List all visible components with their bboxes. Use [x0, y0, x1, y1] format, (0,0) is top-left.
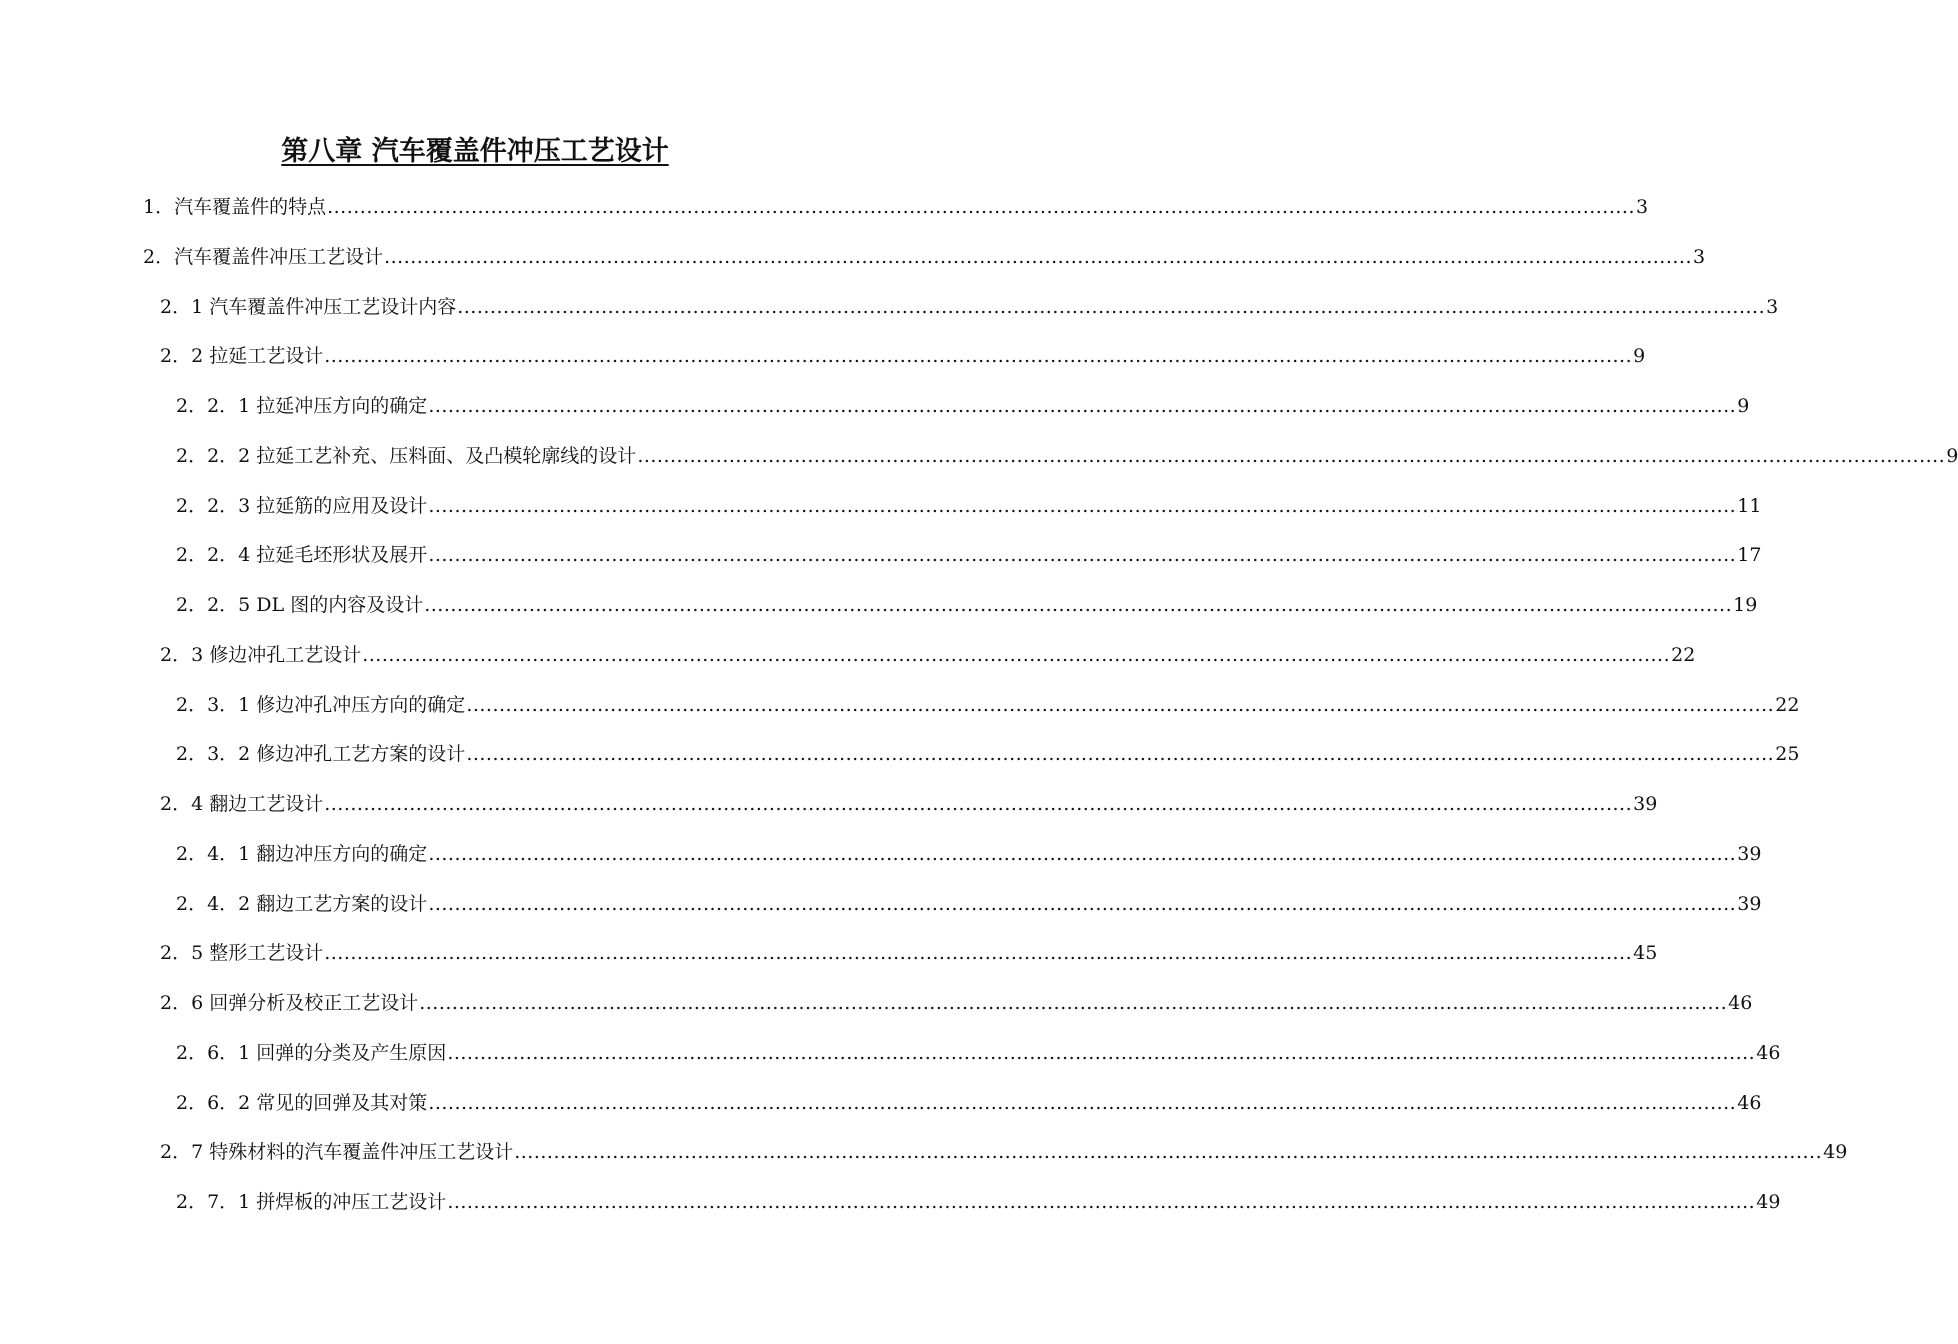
toc-entry-page-number: 45: [1633, 942, 1658, 965]
toc-entry[interactable]: [0, 727, 1800, 767]
toc-entry[interactable]: [0, 230, 1706, 270]
toc-entry-label: 2．2．5 DL 图的内容及设计: [176, 594, 424, 616]
toc-entry[interactable]: [0, 180, 1649, 220]
toc-dot-leader: ........................................................................................................................................................................................................: [419, 992, 1728, 1014]
toc-entry-label: 2．5 整形工艺设计: [160, 942, 324, 965]
toc-dot-leader: ........................................................................................................................................................................................................: [428, 892, 1737, 915]
toc-entry[interactable]: [0, 976, 1753, 1016]
toc-entry-label: 2．6．1 回弹的分类及产生原因: [176, 1041, 447, 1064]
toc-entry-page-number: 9: [1633, 345, 1646, 368]
toc-entry[interactable]: [0, 578, 1758, 618]
toc-dot-leader: ........................................................................................................................................................................................................: [457, 295, 1766, 318]
toc-entry[interactable]: [0, 329, 1646, 369]
toc-entry-label: 2．2．4 拉延毛坯形状及展开: [176, 544, 428, 567]
toc-entry-page-number: 39: [1737, 892, 1762, 915]
toc-entry[interactable]: [0, 379, 1750, 419]
toc-entry-page-number: 3: [1766, 295, 1779, 318]
toc-entry-page-number: 22: [1671, 643, 1696, 666]
toc-entry-page-number: 22: [1775, 693, 1800, 716]
toc-entry[interactable]: [0, 1125, 1848, 1165]
toc-dot-leader: ........................................................................................................................................................................................................: [428, 395, 1737, 417]
toc-entry[interactable]: [0, 479, 1762, 519]
toc-entry-page-number: 39: [1737, 842, 1762, 865]
toc-entry-label: 2．7 特殊材料的汽车覆盖件冲压工艺设计: [160, 1141, 514, 1164]
chapter-title: [0, 132, 950, 172]
toc-entry-page-number: 46: [1737, 1091, 1762, 1114]
toc-dot-leader: ........................................................................................................................................................................................................: [428, 494, 1737, 517]
toc-entry-page-number: 25: [1775, 743, 1800, 766]
toc-entry-page-number: 49: [1756, 1191, 1781, 1213]
toc-entry[interactable]: [0, 528, 1762, 568]
toc-entry[interactable]: [0, 777, 1658, 817]
toc-dot-leader: ........................................................................................................................................................................................................: [324, 942, 1633, 965]
toc-dot-leader: ........................................................................................................................................................................................................: [428, 544, 1737, 567]
toc-entry-page-number: 3: [1636, 196, 1649, 218]
toc-entry[interactable]: [0, 678, 1800, 718]
toc-entry-page-number: 11: [1737, 494, 1762, 517]
toc-entry-label: 2．2 拉延工艺设计: [160, 345, 324, 368]
toc-dot-leader: ........................................................................................................................................................................................................: [428, 1091, 1737, 1114]
toc-entry-page-number: 9: [1946, 444, 1958, 467]
toc-entry-page-number: 49: [1823, 1141, 1848, 1164]
toc-entry-label: 2．汽车覆盖件冲压工艺设计: [143, 245, 384, 268]
toc-dot-leader: ........................................................................................................................................................................................................: [637, 444, 1946, 467]
toc-dot-leader: ........................................................................................................................................................................................................: [447, 1041, 1756, 1064]
toc-entry-label: 2．1 汽车覆盖件冲压工艺设计内容: [160, 295, 457, 318]
toc-entry-label: 2．3 修边冲孔工艺设计: [160, 643, 362, 666]
toc-entry-label: 2．7．1 拼焊板的冲压工艺设计: [176, 1191, 447, 1213]
toc-dot-leader: ........................................................................................................................................................................................................: [324, 345, 1633, 368]
toc-dot-leader: ........................................................................................................................................................................................................: [324, 793, 1633, 815]
toc-dot-leader: ........................................................................................................................................................................................................: [327, 196, 1636, 218]
toc-entry-label: 1．汽车覆盖件的特点: [143, 196, 327, 218]
toc-entry[interactable]: [0, 1076, 1762, 1116]
toc-entry-label: 2．6 回弹分析及校正工艺设计: [160, 992, 419, 1014]
toc-entry[interactable]: [0, 926, 1658, 966]
toc-entry-label: 2．4．2 翻边工艺方案的设计: [176, 892, 428, 915]
toc-entry-page-number: 17: [1737, 544, 1762, 567]
toc-entry-page-number: 19: [1733, 594, 1758, 616]
toc-entry[interactable]: [0, 1026, 1781, 1066]
toc-dot-leader: ........................................................................................................................................................................................................: [466, 743, 1775, 766]
toc-entry-label: 2．3．1 修边冲孔冲压方向的确定: [176, 693, 466, 716]
toc-entry-label: 2．2．1 拉延冲压方向的确定: [176, 395, 428, 417]
toc-entry-page-number: 39: [1633, 793, 1658, 815]
toc-dot-leader: ........................................................................................................................................................................................................: [428, 842, 1737, 865]
toc-dot-leader: ........................................................................................................................................................................................................: [424, 594, 1733, 616]
toc-entry[interactable]: [0, 280, 1779, 320]
toc-entry-label: 2．4．1 翻边冲压方向的确定: [176, 842, 428, 865]
toc-entry-page-number: 3: [1693, 245, 1706, 268]
toc-dot-leader: ........................................................................................................................................................................................................: [447, 1191, 1756, 1213]
toc-entry-page-number: 46: [1728, 992, 1753, 1014]
toc-entry[interactable]: [0, 429, 1958, 469]
toc-dot-leader: ........................................................................................................................................................................................................: [384, 245, 1693, 268]
toc-entry[interactable]: [0, 877, 1762, 917]
toc-entry-page-number: 46: [1756, 1041, 1781, 1064]
toc-dot-leader: ........................................................................................................................................................................................................: [514, 1141, 1823, 1164]
toc-entry[interactable]: [0, 628, 1696, 668]
toc-entry-label: 2．2．3 拉延筋的应用及设计: [176, 494, 428, 517]
toc-entry-label: 2．6．2 常见的回弹及其对策: [176, 1091, 428, 1114]
toc-entry-label: 2．2．2 拉延工艺补充、压料面、及凸模轮廓线的设计: [176, 444, 637, 467]
toc-entry[interactable]: [0, 827, 1762, 867]
toc-entry-page-number: 9: [1737, 395, 1750, 417]
toc-entry[interactable]: [0, 1175, 1781, 1215]
toc-entry-label: 2．3．2 修边冲孔工艺方案的设计: [176, 743, 466, 766]
toc-entry-label: 2．4 翻边工艺设计: [160, 793, 324, 815]
toc-dot-leader: ........................................................................................................................................................................................................: [466, 693, 1775, 716]
chapter-title-text: 第八章 汽车覆盖件冲压工艺设计: [281, 136, 669, 167]
toc-dot-leader: ........................................................................................................................................................................................................: [362, 643, 1671, 666]
